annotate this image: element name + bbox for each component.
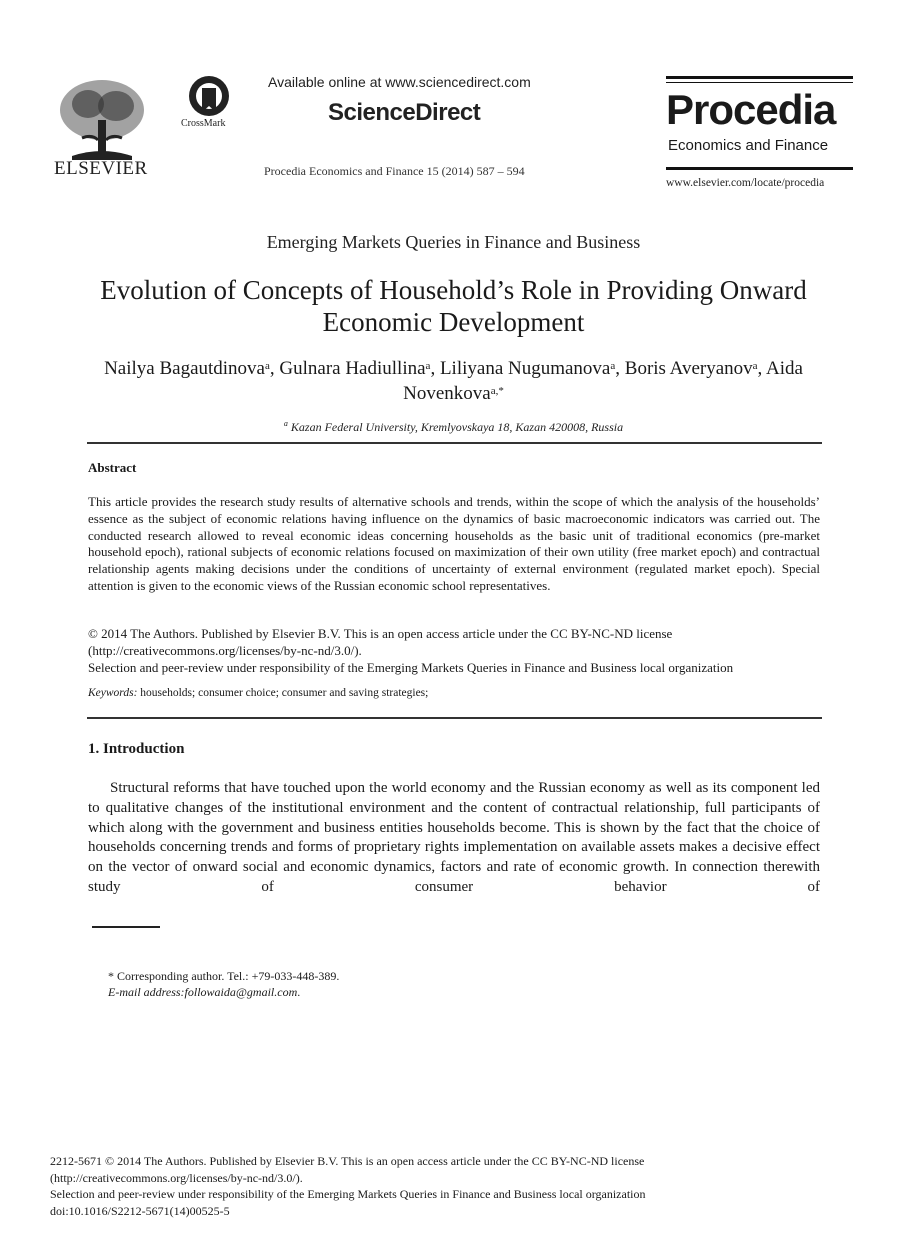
license-statement: © 2014 The Authors. Published by Elsevier B.V. This is an open access article under the CC BY-NC-ND license [88, 626, 673, 641]
abstract-top-rule [87, 442, 822, 444]
page-footer [50, 1153, 646, 1219]
license-block [88, 626, 820, 676]
affiliation [0, 419, 907, 435]
procedia-mid-rule [666, 167, 853, 170]
peer-review-statement: Selection and peer-review under responsibility of the Emerging Markets Queries in Finance and Business local organization [88, 659, 734, 675]
introduction-paragraph: Structural reforms that have touched upon the world economy and the Russian economy as well as its component led to qualitative changes of the institutional environment and the content of contractual relationship, full participants of which along with the government and business entities households become. This is shown by the fact that the choice of households concerning trends and forms of proprietary rights implementation on available assets makes a decisive effect on the vector of onward social and economic dynamics, factors and rate of economic growth. In connection therewith study of consumer behavior of [88, 780, 820, 895]
affiliation-text: Kazan Federal University, Kremlyovskaya 18, Kazan 420008, Russia [290, 420, 624, 434]
paper-title-line2: Economic Development [322, 307, 585, 337]
author-affiliation-mark: a [425, 360, 431, 372]
publisher-name: ELSEVIER [54, 158, 148, 179]
procedia-top-rule [666, 76, 853, 79]
author-separator: , [757, 358, 766, 379]
footer-peer-review: Selection and peer-review under responsibility of the Emerging Markets Queries in Finance and Business local organization [50, 1187, 646, 1201]
affiliation-mark: a [283, 419, 288, 428]
email-period: . [297, 985, 301, 999]
abstract-heading: Abstract [88, 460, 137, 475]
author-affiliation-mark: a [265, 360, 270, 372]
email-label: E-mail address: [108, 985, 185, 999]
author-affiliation-mark: a, [490, 385, 499, 397]
procedia-title: Procedia [666, 86, 836, 133]
keywords-list: households; consumer choice; consumer and saving strategies; [137, 687, 429, 699]
corresponding-author-note: * Corresponding author. Tel.: +79-033-448-389. [108, 969, 340, 983]
footer-license-link[interactable]: (http://creativecommons.org/licenses/by-nc-nd/3.0/). [50, 1170, 303, 1185]
procedia-top-rule-thin [666, 82, 853, 83]
email-address-link[interactable]: followaida@gmail.com [184, 985, 298, 999]
corresponding-author-mark: * [498, 385, 504, 397]
available-online-text: Available online at www.sciencedirect.com [268, 74, 531, 90]
author-affiliation-mark: a [610, 360, 616, 372]
journal-reference: Procedia Economics and Finance 15 (2014) 587 – 594 [264, 164, 525, 178]
paper-title [60, 274, 847, 338]
footnote-rule [92, 926, 160, 928]
keywords-line [88, 687, 428, 699]
footnote [108, 968, 339, 1000]
keywords-label: Keywords: [88, 687, 138, 699]
email-line [108, 984, 339, 1000]
author-separator: , [269, 358, 280, 379]
author-separator: , [430, 358, 440, 379]
author-name: Boris Averyanov [624, 358, 753, 379]
footer-doi[interactable]: doi:10.1016/S2212-5671(14)00525-5 [50, 1203, 230, 1218]
conference-name: Emerging Markets Queries in Finance and Business [266, 232, 641, 252]
author-affiliation-mark: a [752, 360, 758, 372]
author-name: Liliyana Nugumanova [439, 358, 611, 379]
author-list [100, 356, 807, 406]
section-heading-introduction: 1. Introduction [88, 741, 185, 757]
footer-copyright: 2212-5671 © 2014 The Authors. Published by Elsevier B.V. This is an open access article under the CC BY-NC-ND license [50, 1154, 645, 1168]
author-separator: , [615, 358, 625, 379]
abstract-text: This article provides the research study results of alternative schools and trends, within the scope of which the analysis of the households’ essence as the subject of economic relations having influence on the dynamics of basic macroeconomic indicators was carried out. The conducted research allowed to reveal economic ideas concerning households as the basic unit of traditional economics (pre-market household epoch), rational subjects of economic relations focused on maximization of their own utility (free market epoch) and contractual relationship agents making decisions under the conditions of uncertainty of external environment (regulated market epoch). Special attention is given to the economic views of the Russian economic school representatives. [88, 494, 820, 593]
procedia-url-link[interactable]: www.elsevier.com/locate/procedia [666, 177, 825, 189]
license-url-link[interactable]: (http://creativecommons.org/licenses/by-nc-nd/3.0/). [88, 642, 362, 658]
author-name: Aida Novenkova [403, 358, 803, 404]
sciencedirect-brand[interactable]: ScienceDirect [328, 99, 481, 126]
crossmark-label: CrossMark [181, 118, 226, 129]
author-name: Nailya Bagautdinova [104, 358, 265, 379]
abstract-bottom-rule [87, 717, 822, 719]
author-name: Gulnara Hadiullina [279, 358, 426, 379]
procedia-subtitle: Economics and Finance [668, 137, 829, 154]
paper-title-line1: Evolution of Concepts of Household’s Role in Providing Onward [100, 275, 807, 305]
